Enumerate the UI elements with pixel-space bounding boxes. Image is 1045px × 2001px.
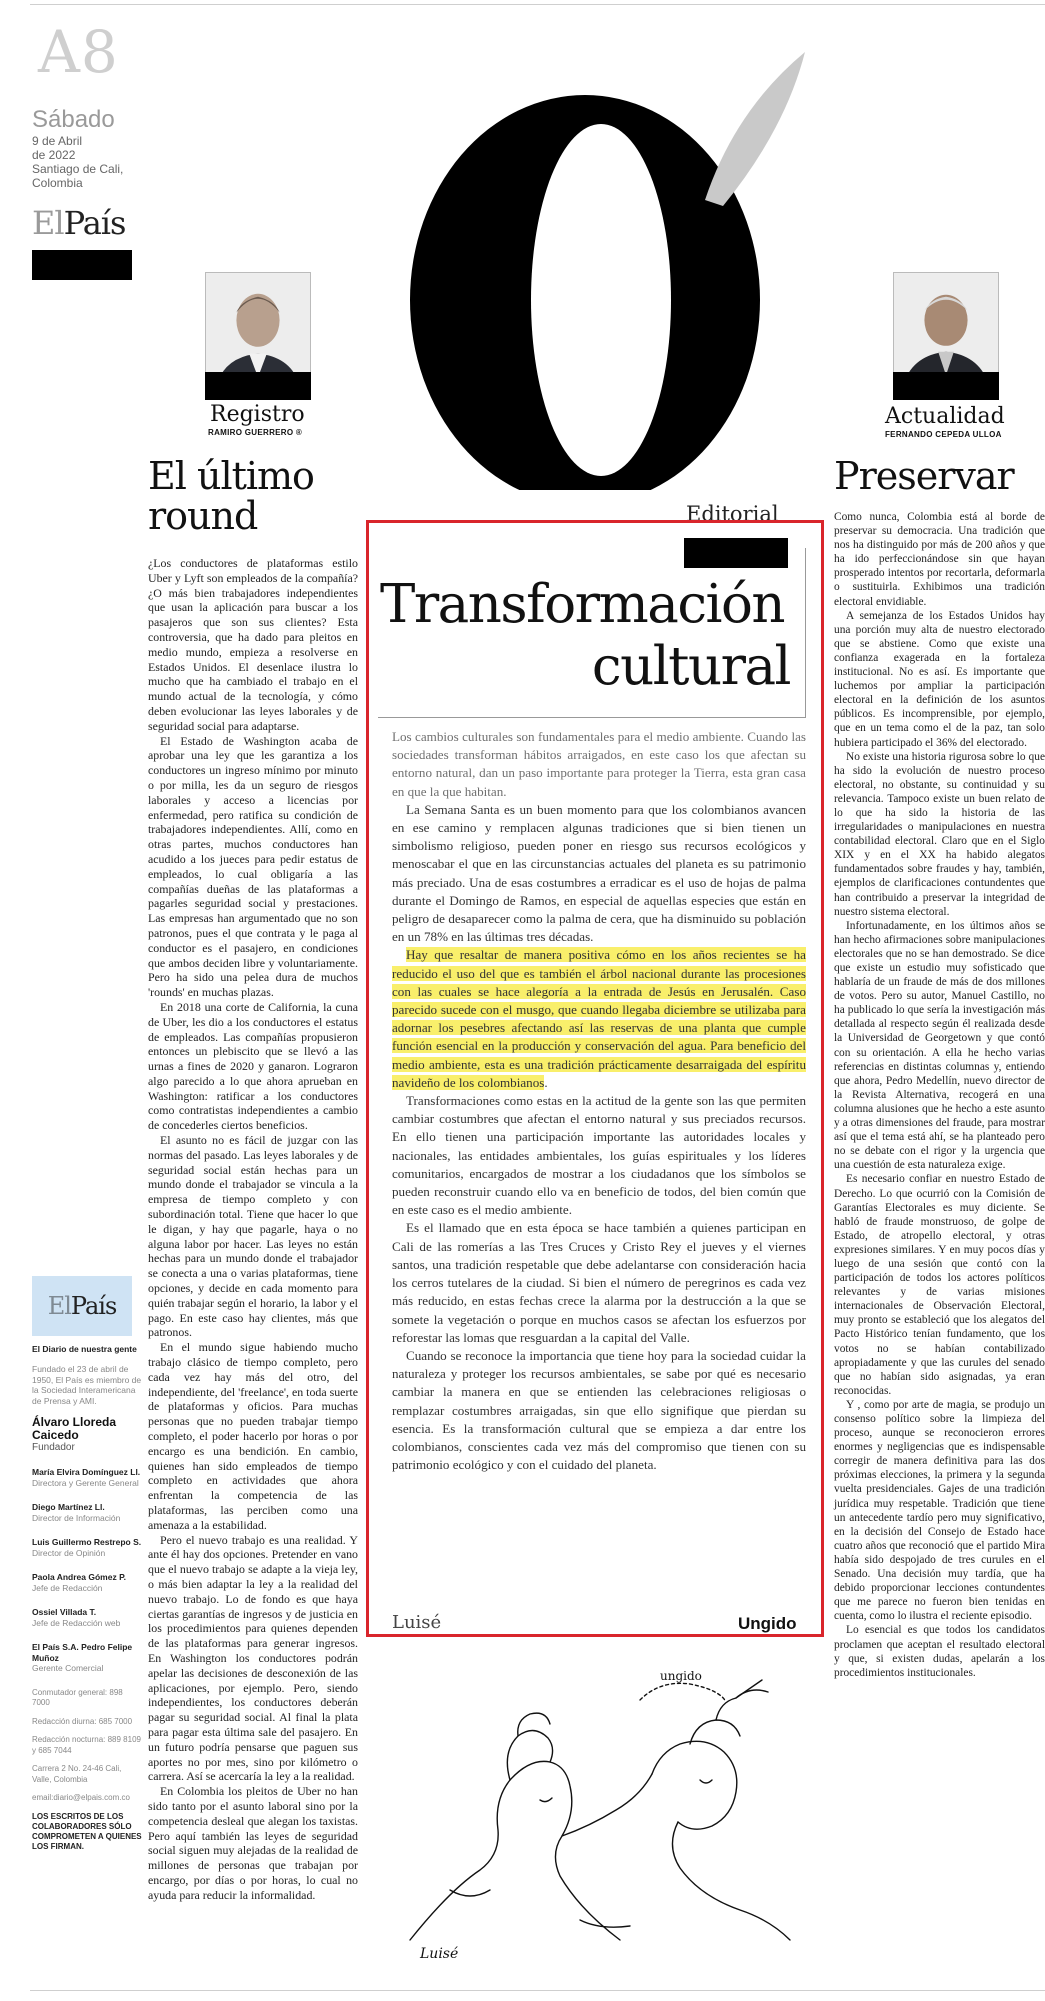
staff-founded: Fundado el 23 de abril de 1950, El País es miembro de la Sociedad Interamericana de Prensa y AMI.	[32, 1364, 142, 1406]
staff-role: Director de Opinión	[32, 1547, 106, 1558]
column-label-left: Registro	[210, 402, 305, 427]
paragraph: ¿Los conductores de plataformas estilo Uber y Lyft son empleados de la compañía? ¿O más bien trabajadores independientes que usan la aplicación para buscar a los pasajeros que son sus clientes? Esta controversia, que ha dado para pleitos en medio mundo, empieza a resolverse en Estados Unidos. El desenlace ilustra lo mucho que ha cambiado el trabajo en el mundo actual de la tecnología, y cómo deben evolucionar las leyes laborales y de seguridad social para adaptarse.	[148, 556, 358, 733]
newspaper-logo: ElPaís	[32, 204, 126, 242]
staff-role: Gerente Comercial	[32, 1663, 104, 1673]
contact-line: Redacción diurna: 685 7000	[32, 1716, 133, 1726]
staff-logo: ElPaís	[32, 1276, 132, 1336]
date-line: Colombia	[32, 176, 83, 190]
staff-name: Paola Andrea Gómez P.	[32, 1572, 127, 1582]
paragraph: Transformaciones como estas en la actitud de la gente son las que permiten cambiar costumbres que afectan el entorno natural y sus preciados recursos. En ello tienen una participación importante las autoridades locales y nacionales, las entidades ambientales, los guías espirituales y los líderes comunitarios, encargados de mostrar a los ciudadanos que los símbolos se pueden reconstruir cuando ello va en beneficio de todos, del bien común que en este caso es el medio ambiente.	[392, 1093, 806, 1218]
date-line: 9 de Abril	[32, 134, 83, 148]
top-rule	[30, 4, 1045, 5]
editorial-title: Transformación cultural	[380, 574, 790, 697]
paragraph: No existe una historia rigurosa sobre lo que ha sido la evolución de nuestro proceso electoral, no obstante, su continuidad y su relevancia. Tampoco existe un buen relato de lo que ha sido la historia de las irregularidades o manipulaciones en nuestra contabilidad electoral. Claro que en el Siglo XIX y en el XX ha habido alegatos fundamentados sobre fraudes y hay, también, ejemplos de clarificaciones contundentes que han contribuido a preservar la integridad de nuestro sistema electoral.	[834, 750, 1045, 918]
page-number: A8	[38, 18, 119, 86]
redaction-bar	[893, 372, 999, 400]
highlighted-paragraph: Hay que resaltar de manera positiva cómo en los años recientes se ha reducido el uso del que es también el árbol nacional durante las procesiones con las cuales se hace alegoría a la entrada de Jesús en Jerusalén. Caso parecido sucede con el musgo, que cuando llegaba diciembre se utilizaba para adornar los pesebres afectando así las reservas de una planta que cumple función esencial en la producción y conservación del agua. Para beneficio del medio ambiente, esta es una tradición prácticamente desarraigada del espíritu navideño de los colombianos.	[392, 947, 806, 1090]
staff-masthead	[32, 1344, 142, 1852]
paragraph: A semejanza de los Estados Unidos hay una porción muy alta de nuestro electorado que se abstiene. Como que existe una confianza exagerada en la fortaleza institucional. No es así. Es importante que luchemos por ampliar la participación electoral en la definición de los asuntos públicos. Es incomprensible, por ejemplo, que en un tema como el de la paz, tan solo hubiera participado el 36% del electorado.	[834, 609, 1045, 749]
staff-tagline: El Diario de nuestra gente	[32, 1344, 137, 1354]
paragraph: En Colombia los pleitos de Uber no han sido tanto por el asunto laboral sino por la competencia desleal que alegan los taxistas. Pero aquí también las leyes de seguridad social siguen muy alejadas de la realidad de millones de personas que trabajan por encargo, por días o por horas, lo cual no ayuda para reducir la informalidad.	[148, 1784, 358, 1902]
paragraph: Cuando se reconoce la importancia que tiene hoy para la sociedad cuidar la naturaleza y proteger los recursos ambientales, se sabe por qué es necesario cambiar la manera en que se entienden las celebraciones religiosas o remplazar costumbres arraigadas, sin que ello signifique que pierdan su esencia. Es la transformación cultural que se empieza a dar entre los colombianos, conscientes cada vez más del compromiso que tienen con su patrimonio ecológico y con el cuidado del planeta.	[392, 1347, 806, 1473]
staff-name: El País S.A. Pedro Felipe Muñoz	[32, 1642, 133, 1663]
staff-role: Jefe de Redacción	[32, 1582, 103, 1593]
paragraph: Pero el nuevo trabajo es una realidad. Y ante él hay dos opciones. Pretender en vano que el nuevo trabajo se adapte a la vieja ley, o más bien adaptar la ley a la realidad del nuevo trabajo. Lo de fondo es que haya ciertas garantías de ingresos y de justicia en los procedimientos para quienes dependen de las plataformas para generar ingresos. En Washington los conductores podrán apelar las decisiones de desconexión de las aplicaciones, por ejemplo. Pero, siendo independientes, los conductores deberán pagar su seguridad social. Al final la plata para pagar esta última sale del pasajero. En un futuro podría pensarse que paguen sus aportes no por mes, sino por kilómetro o carrera. Así se acercaría la ley a la realidad.	[148, 1532, 358, 1784]
editorial-highlight-box	[366, 520, 824, 1637]
big-o-graphic	[385, 50, 825, 490]
cartoon-title: Ungido	[738, 1614, 797, 1633]
founder-name: Álvaro Lloreda Caicedo	[32, 1415, 117, 1442]
cartoon-signature: Luisé	[420, 1946, 459, 1962]
staff-disclaimer: LOS ESCRITOS DE LOS COLABORADORES SÓLO COMPROMETEN A QUIENES LOS FIRMAN.	[32, 1811, 142, 1851]
left-article-headline: El último round	[148, 454, 314, 538]
highlight: Hay que resaltar de manera positiva cómo en los años recientes se ha reducido el uso del que es también el árbol nacional durante las procesiones con las cuales se hace alegoría a la entrada de Jesús en Jerusalén. Caso parecido sucede con el musgo, que cuando llegaba diciembre se utilizaba para adornar los pesebres afectando así las reservas de una planta que cumple función esencial en la producción y conservación del agua. Para beneficio del medio ambiente, esta es una tradición prácticamente desarraigada del espíritu navideño de los colombianos	[392, 947, 806, 1090]
paragraph: La Semana Santa es un buen momento para que los colombianos avancen en ese camino y remplacen algunas tradiciones que si bien tienen un simbolismo religioso, pueden poner en riesgo sus recursos ecológicos y menoscabar el que en las circunstancias actuales del planeta es su patrimonio más preciado. Una de esas costumbres a erradicar es el uso de hojas de palma durante el Domingo de Ramos, en especial de aquellas especies que están en peligro de desaparecer como la palma de cera, que ha disminuido su población en un 78% en las últimas tres décadas.	[392, 801, 806, 945]
redaction-bar	[205, 372, 311, 400]
editorial-label: Editorial	[686, 502, 779, 526]
staff-name: Diego Martínez Ll.	[32, 1502, 105, 1512]
contact-line: Carrera 2 No. 24-46 Cali, Valle, Colombia	[32, 1764, 122, 1784]
publication-date	[32, 134, 123, 190]
paragraph: Es el llamado que en esta época se hace también a quienes participan en Cali de las romerías a las Tres Cruces y Cristo Rey el jueves y el viernes santos, una tradición respetable que debe adelantarse con consideración hacia los cerros tutelares de la ciudad. Si bien el número de peregrinos es cada vez más reducido, en estas fechas crece la alarma por la destrucción a la que se somete la vegetación o porque en muchos casos se afectan los esfuerzos por reforestar las lomas que resguardan a la capital del Valle.	[392, 1220, 806, 1345]
column-author-left: RAMIRO GUERRERO ®	[208, 428, 303, 437]
paragraph: El asunto no es fácil de juzgar con las normas del pasado. Las leyes laborales y de seguridad social están hechas para un mundo donde el trabajador se vincula a la empresa de tiempo completo y con subordinación total. Tiene que hacer lo que le digan, y hay que pagarle, haya o no alguna labor por hacer. Las leyes no están hechas para un mundo donde el trabajador se conecta a una o varias plataformas, tiene opciones, y decide en cada momento para quién trabajar según el horario, la labor y el pago. En este caso hay clientes, más que patronos.	[148, 1133, 358, 1340]
date-line: Santiago de Cali,	[32, 162, 124, 176]
contact-line: Redacción nocturna: 889 8109 y 685 7044	[32, 1735, 141, 1755]
column-label-right: Actualidad	[885, 404, 1005, 429]
publication-day: Sábado	[32, 106, 115, 133]
contact-email: email:diario@elpais.com.co	[32, 1793, 130, 1802]
staff-role: Directora y Gerente General	[32, 1477, 139, 1488]
redaction-bar	[32, 250, 132, 280]
paragraph: Infortunadamente, en los últimos años se han hecho afirmaciones sobre manipulaciones electorales que no se han demostrado. Se dice que existe un estudio muy sofisticado que hablaría de un fraude de más de dos millones de votos. Pero su autor, Manuel Castillo, no ha publicado lo que sería la investigación más detallada al respecto según él realizada desde la Universidad de Georgetown y que contó con su orientación. A ella he hecho varias referencias en distintas columnas y, entiendo que ahora, Pedro Medellín, nuevo director de la Revista Alternativa, recogerá en una columna alusiones que he hecho a este asunto y a otras dimensiones del fraude, para mostrar así que el tema está ahí, se ha planteado pero no se debate con el rigor y la urgencia que una cuestión de esta naturaleza exige.	[834, 919, 1045, 1172]
paragraph: Como nunca, Colombia está al borde de preservar su democracia. Una tradición que nos ha distinguido por más de 200 años y que ha ido perfeccionándose sin que hayan prosperado intentos por recortarla, deformarla o sustituirla. Exhibimos una tradición electoral envidiable.	[834, 511, 1045, 608]
editorial-lead: Los cambios culturales son fundamentales para el medio ambiente. Cuando las sociedades transforman hábitos arraigados, en este caso los que afectan su entorno natural, dan un paso importante para proteger la Tierra, esta gran casa en que la que habitan.	[392, 729, 806, 799]
founder-role: Fundador	[32, 1442, 75, 1453]
staff-role: Jefe de Redacción web	[32, 1617, 121, 1628]
staff-role: Director de Información	[32, 1512, 121, 1523]
column-author-right: FERNANDO CEPEDA ULLOA	[885, 430, 1002, 439]
caricature-drawing	[390, 1640, 810, 1970]
bottom-rule	[30, 1990, 1045, 1991]
left-article-body	[148, 556, 358, 1903]
right-article-headline: Preservar	[834, 454, 1014, 498]
paragraph: Es necesario confiar en nuestro Estado de Derecho. Lo que ocurrió con la Comisión de Garantías Electorales es muy diciente. Se habló de fraude monstruoso, de golpe de Estado, de atropello electoral, y otras expresiones similares. Y en muy pocos días y luego de una sesión que contó con la participación de todos los actores políticos relevantes y de varias misiones internacionales de Observación Electoral, muy pronto se estableció que los alegatos del Pacto Histórico tenían fundamento, que los votos no se habían contabilizado apropiadamente y que las curules del senado que no habían sido asignadas, ya eran reconocidas.	[834, 1173, 1045, 1397]
cartoon-speech-text: ungido	[660, 1669, 702, 1683]
staff-name: Ossiel Villada T.	[32, 1607, 97, 1617]
paragraph: Lo esencial es que todos los candidatos proclamen que aceptan el resultado electoral y que, si existen dudas, apelarán a los procedimientos institucionales.	[834, 1624, 1045, 1679]
staff-name: Luis Guillermo Restrepo S.	[32, 1537, 142, 1547]
paragraph: El Estado de Washington acaba de aprobar una ley que les garantiza a los conductores un ingreso mínimo por minuto o por milla, les da un seguro de riesgos laborales y acceso a licencias por enfermedad, pero ratifica su condición de trabajadores independientes. Allí, como en otras partes, muchos conductores han acudido a los jueces para pedir estatus de empleados, lo cual obligaría a las compañías dueñas de las plataformas a pagarles seguridad social y prestaciones. Las empresas han argumentado que no son patronos, pues el que contrata y le paga al conductor es el pasajero, en condiciones que ambos deciden libre y voluntariamente. Pero ha sido una pelea dura de muchos 'rounds' en muchas plazas.	[148, 733, 358, 1000]
paragraph: En 2018 una corte de California, la cuna de Uber, les dio a los conductores el estatus de empleados. Las compañías propusieron entonces un plebiscito que se llevó a las urnas a fines de 2020 y ganaron. Lograron algo parecido a lo que ahora aprueban en Washington: ratificar a los conductores como contratistas independientes a cambio de concederles ciertos beneficios.	[148, 999, 358, 1133]
staff-name: María Elvira Domínguez Ll.	[32, 1467, 141, 1477]
date-line: de 2022	[32, 148, 76, 162]
right-article-body	[834, 510, 1045, 1680]
paragraph: En el mundo sigue habiendo mucho trabajo clásico de tiempo completo, pero cada vez hay más del otro, del independiente, del 'freelance', en toda suerte de plataformas y oficios. Para muchas personas que no pueden trabajar tiempo completo, el poder hacerlo por horas o por encargo es una bendición. En cambio, quienes han sido empleados de tiempo completo en actividades que ahora enfrentan la competencia de las plataformas, las perciben como una amenaza a la estabilidad.	[148, 1340, 358, 1532]
cartoonist-label: Luisé	[392, 1612, 442, 1633]
contact-line: Conmutador general: 898 7000	[32, 1687, 123, 1707]
paragraph: Y , como por arte de magia, se produjo un consenso político sobre la limpieza del proceso, aunque se reconocieron errores enormes y negligencias que es indispensable corregir de manera definitiva para las dos próximas elecciones, la primera y la segunda vuelta presidenciales. Gajes de una tradición jurídica muy respetable. Tradición que tiene un antecedente tardío pero muy significativo, en la decisión del Consejo de Estado hace cuatro años que reconoció que el partido Mira había sido despojado de tres curules en el Senado. Una decisión muy tardía, que ha debido proporcionar lecciones contundentes que me parece no fueron bien tenidas en cuenta, como lo ilustra el reciente episodio.	[834, 1398, 1045, 1623]
